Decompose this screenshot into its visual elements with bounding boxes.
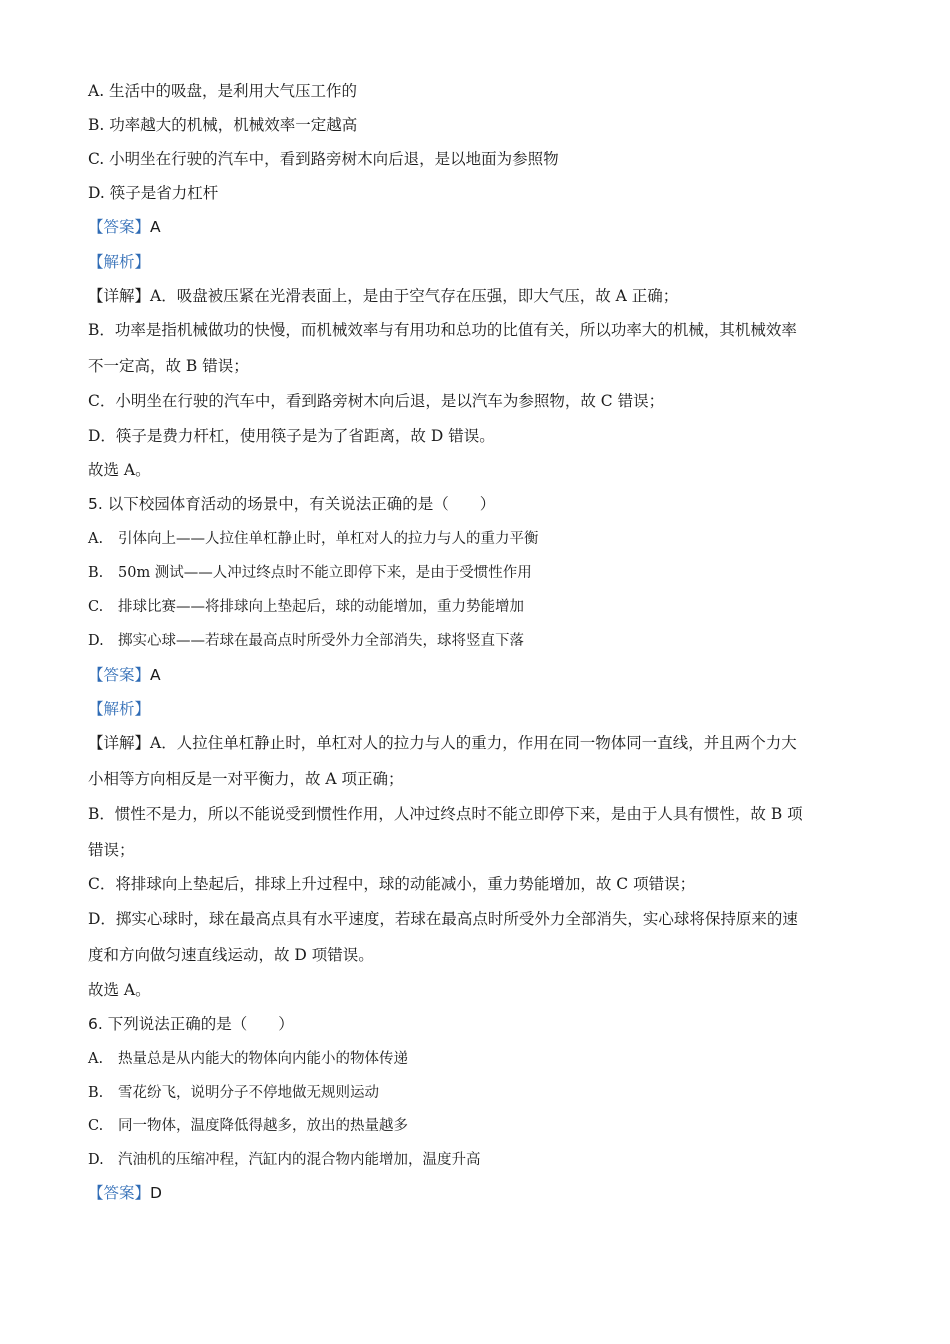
- q6-stem: 6. 下列说法正确的是（ ）: [88, 1015, 294, 1033]
- q4-option-b: B. 功率越大的机械，机械效率一定越高: [88, 116, 358, 134]
- q5-answer: [88, 665, 161, 685]
- q4-detail-line: D．筷子是费力杆杠，使用筷子是为了省距离，故 D 错误。: [88, 427, 495, 445]
- q6-answer: [88, 1183, 162, 1203]
- q5-stem: 5. 以下校园体育活动的场景中，有关说法正确的是（ ）: [88, 495, 496, 513]
- q4-detail-line: 不一定高，故 B 错误；: [88, 357, 249, 375]
- q4-detail-line: 【详解】A．吸盘被压紧在光滑表面上，是由于空气存在压强，即大气压，故 A 正确；: [88, 287, 679, 305]
- q6-option-a: A. 热量总是从内能大的物体向内能小的物体传递: [88, 1051, 408, 1067]
- q4-conclusion: 故选 A。: [88, 461, 151, 479]
- q5-option-c: C. 排球比赛——将排球向上垫起后，球的动能增加，重力势能增加: [88, 599, 524, 615]
- question-number: 5.: [88, 495, 103, 513]
- q5-detail-line: 【详解】A．人拉住单杠静止时，单杠对人的拉力与人的重力，作用在同一物体同一直线，并且两个力大: [88, 734, 797, 752]
- answer-tag: 【答案】: [88, 1184, 151, 1202]
- q6-option-c: C. 同一物体，温度降低得越多，放出的热量越多: [88, 1118, 408, 1134]
- q6-option-d: D. 汽油机的压缩冲程，汽缸内的混合物内能增加，温度升高: [88, 1152, 481, 1168]
- q4-detail-line: C．小明坐在行驶的汽车中，看到路旁树木向后退，是以汽车为参照物，故 C 错误；: [88, 392, 665, 410]
- q4-analysis-tag: 【解析】: [88, 253, 151, 271]
- detail-tag: 【详解】: [88, 734, 151, 752]
- q5-conclusion: 故选 A。: [88, 981, 151, 999]
- answer-value: A: [150, 666, 161, 684]
- answer-value: D: [150, 1184, 162, 1202]
- q5-analysis-tag: 【解析】: [88, 700, 151, 718]
- q5-option-b: B. 50m 测试——人冲过终点时不能立即停下来，是由于受惯性作用: [88, 565, 532, 581]
- q4-answer: [88, 217, 161, 237]
- answer-tag: 【答案】: [88, 666, 151, 684]
- q5-detail-line: C．将排球向上垫起后，排球上升过程中，球的动能减小，重力势能增加，故 C 项错误；: [88, 875, 696, 893]
- q5-detail-line: 错误；: [88, 841, 135, 859]
- q4-option-d: D. 筷子是省力杠杆: [88, 184, 219, 202]
- q5-option-a: A. 引体向上——人拉住单杠静止时，单杠对人的拉力与人的重力平衡: [88, 531, 539, 547]
- answer-value: A: [150, 218, 161, 236]
- detail-tag: 【详解】: [88, 287, 151, 305]
- q6-option-b: B. 雪花纷飞，说明分子不停地做无规则运动: [88, 1085, 379, 1101]
- q4-option-c: C. 小明坐在行驶的汽车中，看到路旁树木向后退，是以地面为参照物: [88, 150, 559, 168]
- q5-detail-line: 小相等方向相反是一对平衡力，故 A 项正确；: [88, 770, 404, 788]
- q4-detail-line: B．功率是指机械做功的快慢，而机械效率与有用功和总功的比值有关，所以功率大的机械，其机械效率: [88, 321, 797, 339]
- q5-detail-line: 度和方向做匀速直线运动，故 D 项错误。: [88, 946, 374, 964]
- question-number: 6.: [88, 1015, 103, 1033]
- q5-detail-line: D．掷实心球时，球在最高点具有水平速度，若球在最高点时所受外力全部消失，实心球将保持原来的速: [88, 910, 798, 928]
- q5-option-d: D. 掷实心球——若球在最高点时所受外力全部消失，球将竖直下落: [88, 633, 524, 649]
- q4-option-a: A. 生活中的吸盘，是利用大气压工作的: [88, 82, 358, 100]
- q5-detail-line: B．惯性不是力，所以不能说受到惯性作用，人冲过终点时不能立即停下来，是由于人具有惯性，故 B 项: [88, 805, 803, 823]
- answer-tag: 【答案】: [88, 218, 151, 236]
